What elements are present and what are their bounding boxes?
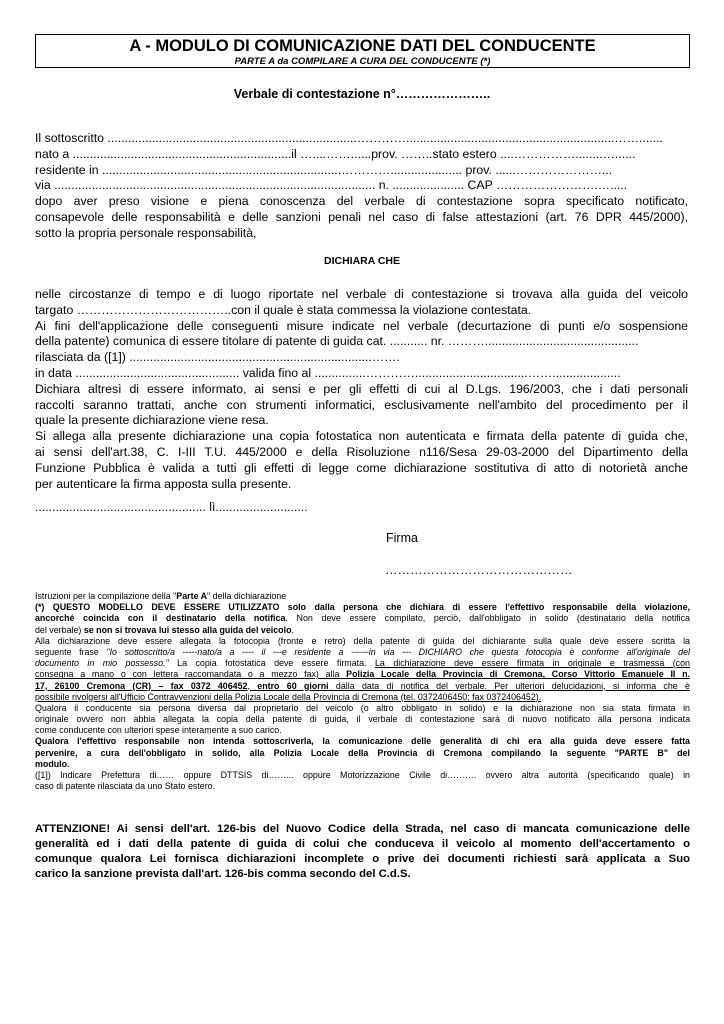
privacy-line: quale la presente dichiarazione viene resa. [35,413,269,428]
attention-line: carico la sanzione prevista dall'art. 126-bis comma secondo del C.d.S. [35,868,411,880]
instr-line: (*) QUESTO MODELLO DEVE ESSERE UTILIZZATO solo dalla persona che dichiara di essere l'effettivo responsabile della violazione, [35,602,690,613]
verbale-number-line: Verbale di contestazione n°………………….. [233,87,491,101]
instr-line: possibile rivolgersi all'Ufficio Contravvenzioni della Polizia Locale della Provincia di Cremona (tel. 0372406450; fax 0372406452). [35,691,542,702]
instructions-intro [35,591,690,602]
header-box [35,34,690,68]
instr-text: dalla data di notifica del verbale. Per ulteriori delucidazioni, si informa che è [328,680,690,691]
instr-line: pervenire, a cura dell'obbligato in solido, alla Polizia Locale della Provincia di Cremona compilando la seguente "PARTE B" del [35,747,690,758]
declaration-text-line: sotto la propria personale responsabilità, [35,225,257,240]
instr-text-bold: se non si trovava lui stesso alla guida del veicolo [83,624,292,635]
instr-line: modulo. [35,758,70,769]
instr-text-bold: 17, 26100 Cremona (CR) – fax 0372 406452 [35,680,248,691]
field-data-validita: in data ................................................ valida fino al ...............………….................................…….................... [35,365,621,380]
instr-text: . Non deve essere compilato, perciò, dall'obbligato in solido (destinatario della notifica [285,613,690,624]
field-residente-in: residente in ......................................................................…………..................... prov. ......…………………... [35,162,613,177]
personal-data-section [35,131,688,242]
instr-line: ([1]) Indicare Prefettura di…… oppure DTTSIS di……... oppure Motorizzazione Civile di………. ovvero altra autorità (specificando quale) in [35,770,690,780]
attention-line: ATTENZIONE! Ai sensi dell'art. 126-bis del Nuovo Codice della Strada, nel caso di mancata comunicazione delle [35,823,690,835]
dichiara-line: nelle circostanze di tempo e di luogo riportate nel verbale di contestazione si trovava alla guida del veicolo [35,287,688,301]
instr-line: Qualora l'effettivo responsabile non intenda sottoscriverla, la comunicazione delle generalità di chi era alla guida deve essere fatta [35,736,690,747]
instr-line: Qualora il conducente sia persona diversa dal proprietario del veicolo (o altro obbligato in solido) e la dichiarazione non sia stata firmata in [35,702,690,713]
field-nato-a: nato a ................................................................il …....……......prov. ……..stato estero ....……………........…...... [35,146,636,161]
declaration-text-line: dopo aver preso visione e piena conoscenza del verbale di contestazione sopra specificato notificato, [35,194,688,209]
instr-line [35,613,690,624]
instr-text: " della dichiarazione [207,591,287,601]
instr-text-bold: ancorché coincida con il destinatario della notifica [35,613,286,624]
instr-text-bold: entro 60 giorni [257,680,329,691]
attachment-line: per autenticare la firma apposta sulla presente. [35,476,292,491]
instr-line [35,625,690,636]
field-rilasciata-da: rilasciata da ([1]) .......................................................................……. [35,350,400,365]
field-targato: targato ………………………………..con il quale è stata commessa la violazione contestata. [35,302,532,317]
privacy-line: raccolti saranno trattati, anche con strumenti informatici, esclusivamente nell'ambito del procedimento per il [35,397,688,412]
instr-text: del verbale) [35,624,84,635]
dichiara-section [35,287,688,492]
attachment-line: Si allega alla presente dichiarazione una copia fotostatica non autenticata e firmata della patente di guida che, [35,429,688,444]
attention-line: generalità ed i dati della patente di guida di colui che conduceva il veicolo al momento dell'accertamento o [35,838,690,850]
instr-text-underlined: La dichiarazione deve essere firmata in originale e trasmessa (con [374,658,690,669]
instr-text: La copia fotostatica deve essere firmata. [168,658,375,669]
instr-line [35,669,690,680]
instr-text-italic: "Io sottoscritto/a -----nato/a a ---- il ---e residente a ------in via --- DICHIARO che questa fotocopia è conforme all'originale del [106,646,690,657]
privacy-line: Dichiara altresì di essere informato, ai sensi e per gli effetti di cui al D.Lgs. 196/2003, che i dati personali [35,381,688,396]
instr-text: Istruzioni per la compilazione della " [35,591,177,601]
instr-line: originale ovvero non abbia allegata la copia della patente di guida, il verbale di contestazione sarà di nuovo notificato alla persona indicata [35,714,690,725]
attention-line: comunque qualora Lei fornisca dichiarazioni incomplete o prive dei documenti richiesti sarà applicata a Suo [35,853,690,865]
dichiara-heading: DICHIARA CHE [323,255,401,267]
instructions-section [35,591,690,792]
instr-line: caso di patente rilasciata da uno Stato estero. [35,781,216,792]
field-patente-cat: della patente) comunica di essere titolare di patente di guida cat. ........... nr. ………............................................. [35,334,639,349]
form-subtitle: PARTE A da COMPILARE A CURA DEL CONDUCENTE (*) [234,56,491,67]
attention-notice [35,822,690,882]
instr-text-bold: Polizia Locale della Provincia di Cremona, Corso Vittorio Emanuele II n. [346,669,690,680]
instr-line: Alla dichiarazione deve essere allegata la fotocopia (fronte e retro) della patente di guida del dichiarante sulla quale deve essere scritta la [35,635,690,646]
instr-text: . [291,624,294,635]
instr-text: consegna a mano o con lettera raccomandata o a mezzo fax) alla [35,669,347,680]
form-title: A - MODULO DI COMUNICAZIONE DATI DEL CONDUCENTE [129,37,596,55]
instr-line: come conducente con ulteriori spese interamente a suo carico. [35,725,282,736]
field-sottoscritto: Il sottoscritto .........................................................................………….............................................................……....... [35,131,663,145]
attachment-line: Funzione Pubblica è valida a tutti gli effetti di legge come dichiarazione sostitutiva di atto di notorietà anche [35,460,688,475]
instr-text-bold: Parte A [176,591,208,601]
declaration-text-line: consapevole delle responsabilità e delle sanzioni penali nel caso di false attestazioni (art. 76 DPR 445/2000), [35,209,688,224]
firma-line: ……………………………………… [385,563,573,577]
instr-line [35,647,690,658]
instr-line [35,658,690,669]
firma-label: Firma [386,531,418,545]
instr-text-italic: documento in mio possesso." [35,658,169,669]
attachment-line: ai sensi dell'art.38, C. I-III T.U. 445/2000 e della Risoluzione n116/Sesa 29-03-2000 del Dipartimento della [35,444,688,459]
luogo-data-field: .................................................. lì........................... [35,500,308,514]
dichiara-line: Ai fini dell'applicazione delle conseguenti misure indicate nel verbale (decurtazione di punti e/o sospensione [35,318,688,333]
instr-text: seguente frase [35,646,107,657]
instr-text: , [247,680,258,691]
instr-line [35,681,690,692]
field-via: via .............................................................................................. n. ..................... CAP …………………….…..... [35,178,628,193]
